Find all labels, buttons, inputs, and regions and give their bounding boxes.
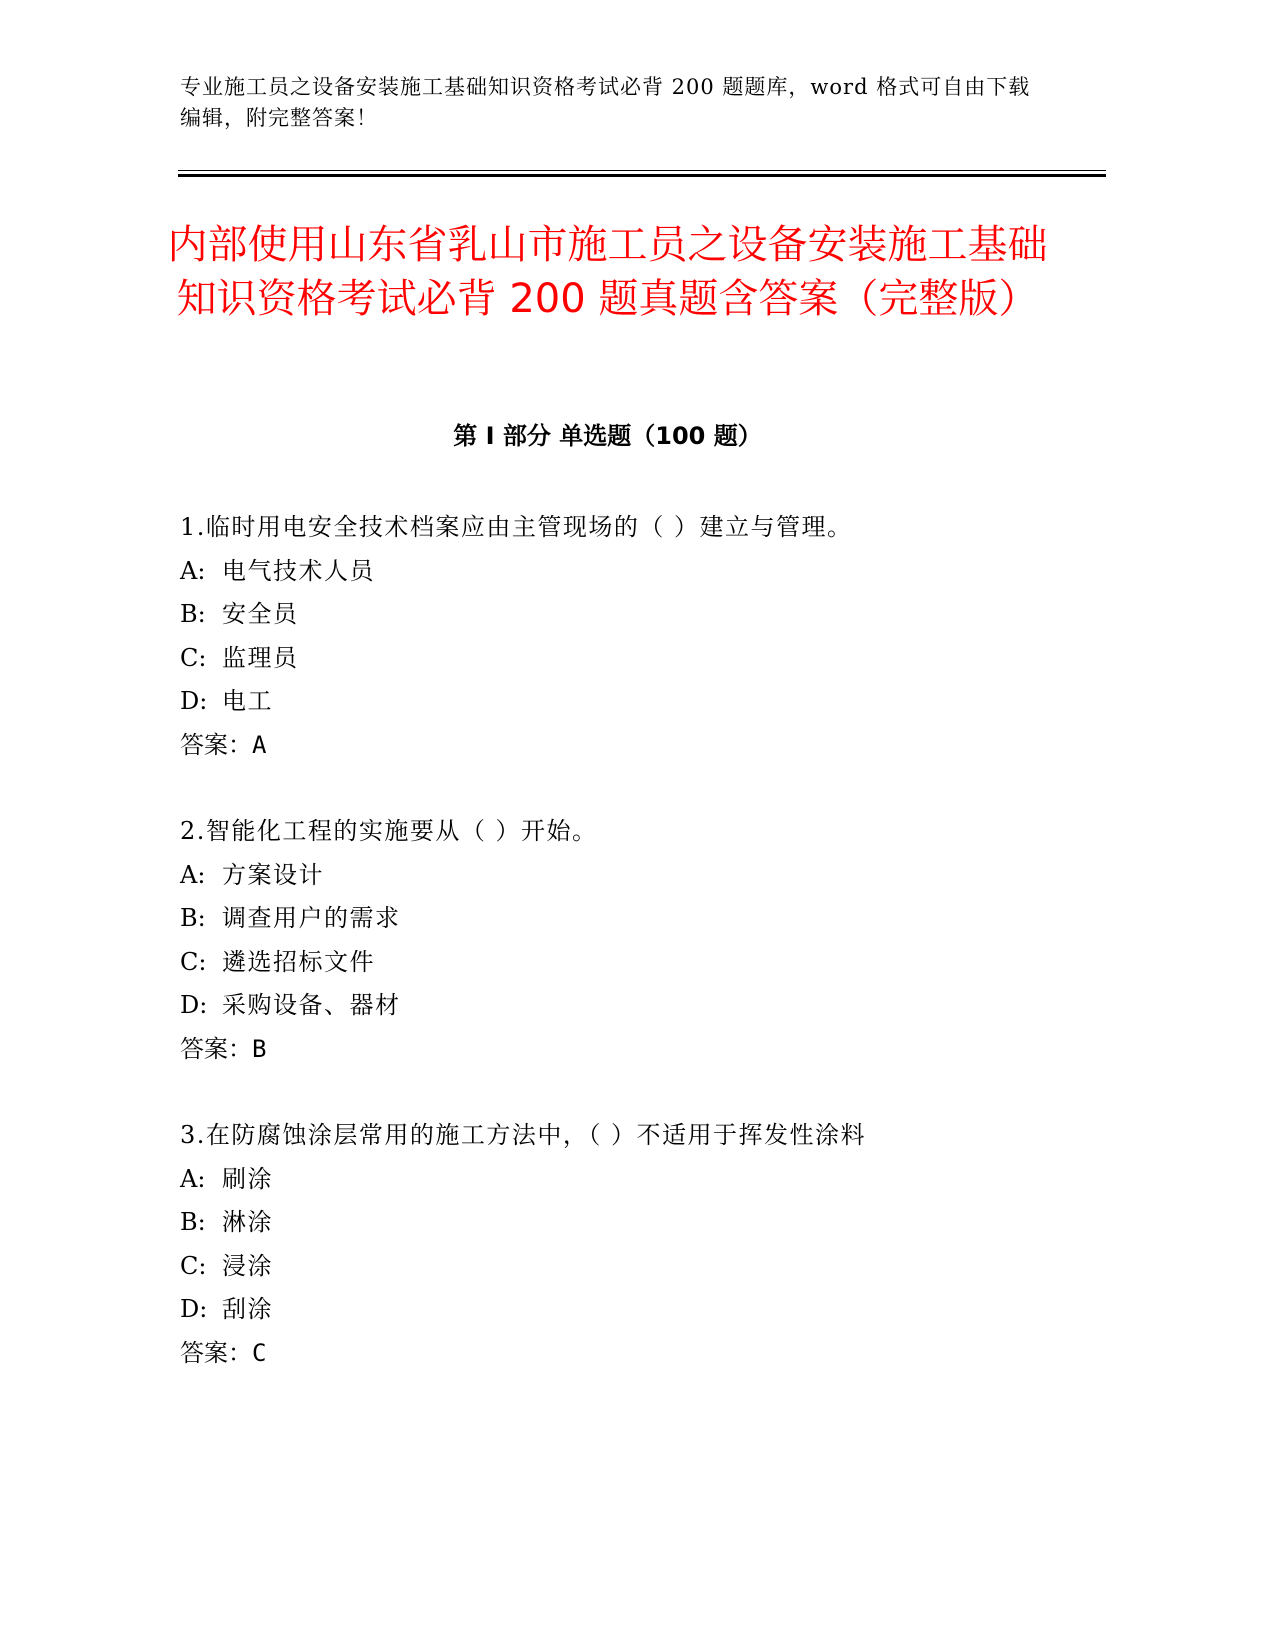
option-text: 遴选招标文件 — [222, 947, 375, 976]
option-text: 采购设备、器材 — [222, 991, 401, 1019]
option-text: 浸涂 — [222, 1251, 273, 1280]
answer-label: 答案： — [180, 1034, 252, 1063]
section-heading: 第 I 部分 单选题（100 题） — [453, 422, 762, 450]
option-a — [180, 550, 1100, 594]
option-letter: D: — [180, 1295, 208, 1323]
option-text: 刷涂 — [222, 1164, 273, 1193]
option-text: 监理员 — [222, 643, 299, 672]
option-text: 刮涂 — [222, 1295, 273, 1323]
option-letter: D: — [180, 991, 208, 1019]
document-title: 内部使用山东省乳山市施工员之设备安装施工基础知识资格考试必背 200 题真题含答案（完整版） — [167, 222, 1048, 322]
option-letter: C: — [180, 947, 207, 976]
option-a — [180, 1158, 1100, 1202]
answer-value: C — [252, 1338, 267, 1367]
option-b — [180, 593, 1100, 637]
question-stem: 2.智能化工程的实施要从（ ）开始。 — [180, 817, 598, 845]
option-letter: C: — [180, 1251, 207, 1280]
option-c — [180, 1245, 1100, 1289]
question-3 — [180, 1114, 1100, 1375]
question-list — [180, 506, 1100, 1418]
option-d — [180, 680, 1100, 724]
question-stem: 3.在防腐蚀涂层常用的施工方法中，（ ）不适用于挥发性涂料 — [180, 1121, 867, 1149]
option-text: 方案设计 — [222, 860, 324, 889]
option-letter: A: — [180, 1164, 206, 1193]
option-b — [180, 1201, 1100, 1245]
option-d — [180, 1288, 1100, 1332]
answer-label: 答案： — [180, 1338, 252, 1367]
answer-label: 答案： — [180, 730, 252, 759]
option-a — [180, 854, 1100, 898]
answer-value: A — [252, 730, 267, 759]
question-2 — [180, 810, 1100, 1071]
option-text: 安全员 — [222, 600, 299, 628]
question-1 — [180, 506, 1100, 767]
option-text: 调查用户的需求 — [222, 904, 401, 932]
header-rule-thick — [178, 174, 1106, 177]
header-note: 专业施工员之设备安装施工基础知识资格考试必背 200 题题库，word 格式可自由下载编辑，附完整答案！ — [180, 75, 1031, 130]
header-rule-thin — [178, 170, 1106, 171]
option-letter: A: — [180, 860, 206, 889]
answer-value: B — [252, 1034, 267, 1063]
option-c — [180, 941, 1100, 985]
question-stem: 1.临时用电安全技术档案应由主管现场的（ ）建立与管理。 — [180, 513, 853, 541]
option-text: 电气技术人员 — [222, 556, 375, 585]
answer-line — [180, 1028, 1100, 1072]
option-letter: A: — [180, 556, 206, 585]
option-letter: C: — [180, 643, 207, 672]
option-letter: D: — [180, 687, 208, 715]
option-text: 电工 — [222, 687, 273, 715]
option-text: 淋涂 — [222, 1208, 273, 1236]
answer-line — [180, 1332, 1100, 1376]
option-letter: B: — [180, 904, 206, 932]
option-letter: B: — [180, 1208, 206, 1236]
option-c — [180, 637, 1100, 681]
option-letter: B: — [180, 600, 206, 628]
option-b — [180, 897, 1100, 941]
option-d — [180, 984, 1100, 1028]
answer-line — [180, 724, 1100, 768]
